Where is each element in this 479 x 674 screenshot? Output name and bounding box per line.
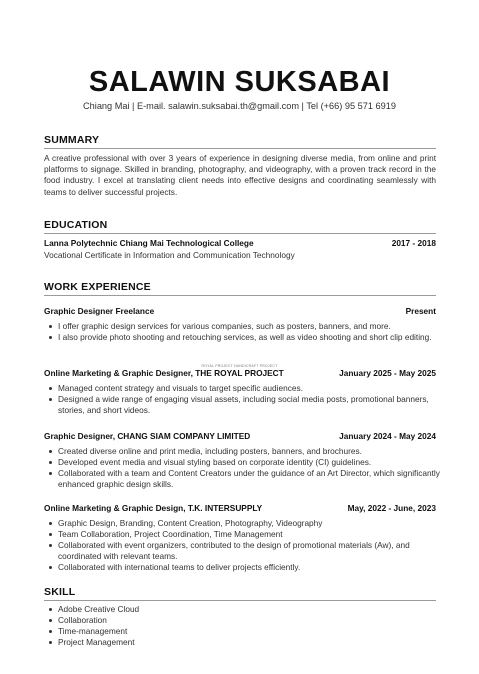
job-title: Graphic Designer, CHANG SIAM COMPANY LIMITED — [44, 431, 251, 441]
job-bullets — [44, 383, 450, 416]
list-item: Graphic Design, Branding, Content Creation, Photography, Videography — [58, 518, 450, 529]
work-heading: WORK EXPERIENCE — [44, 281, 151, 293]
skill-list — [44, 604, 450, 648]
list-item: Designed a wide range of engaging visual assets, including social media posts, promotional banners, stories, and short videos. — [58, 394, 450, 416]
list-item: Collaborated with a team and Content Creators under the guidance of an Art Director, which significantly enhanced graphic design skills. — [58, 468, 450, 490]
degree: Vocational Certificate in Information and Communication Technology — [44, 250, 295, 260]
list-item: I offer graphic design services for various companies, such as posters, banners, and more. — [58, 321, 450, 332]
skill-divider — [44, 600, 436, 601]
list-item: Collaborated with international teams to deliver projects efficiently. — [58, 562, 450, 573]
list-item: Managed content strategy and visuals to target specific audiences. — [58, 383, 450, 394]
job-title: Online Marketing & Graphic Designer, THE ROYAL PROJECT — [44, 368, 284, 378]
education-row — [44, 238, 436, 250]
job-period: May, 2022 - June, 2023 — [347, 503, 436, 513]
list-item: Adobe Creative Cloud — [58, 604, 450, 615]
job-row — [44, 503, 436, 515]
list-item: Project Management — [58, 637, 450, 648]
job-title: Graphic Designer Freelance — [44, 306, 155, 316]
job-row — [44, 368, 436, 380]
list-item: Developed event media and visual styling based on corporate identity (CI) guidelines. — [58, 457, 450, 468]
list-item: Collaboration — [58, 615, 450, 626]
job-row — [44, 431, 436, 443]
summary-text: A creative professional with over 3 years of experience in designing diverse media, from online and print platforms to signage. Skilled in branding, photography, and videography, with a proven track record in the food industry. I excel at translating client needs into effective designs and coordinating seamlessly with teams to deliver successful projects. — [44, 153, 436, 197]
education-heading: EDUCATION — [44, 219, 108, 231]
school-name: Lanna Polytechnic Chiang Mai Technological College — [44, 238, 254, 248]
job-period: Present — [405, 306, 436, 316]
job-period: January 2024 - May 2024 — [339, 431, 436, 441]
candidate-name: SALAWIN SUKSABAI — [88, 66, 391, 98]
job-bullets — [44, 446, 450, 490]
education-divider — [44, 233, 436, 234]
skill-heading: SKILL — [44, 586, 76, 598]
list-item: Time-management — [58, 626, 450, 637]
job-bullets — [44, 518, 450, 573]
summary-heading: SUMMARY — [44, 134, 100, 146]
summary-divider — [44, 148, 436, 149]
list-item: I also provide photo shooting and retouching services, as well as video shooting and short clip editing. — [58, 332, 450, 343]
job-row — [44, 306, 436, 318]
work-divider — [44, 295, 436, 296]
job-bullets — [44, 321, 450, 343]
list-item: Collaborated with event organizers, contributed to the design of promotional materials (Aw), and coordinated with relevant teams. — [58, 540, 450, 562]
education-years: 2017 - 2018 — [391, 238, 436, 248]
job-title: Online Marketing & Graphic Design, T.K. INTERSUPPLY — [44, 503, 263, 513]
tiny-caption: ROYAL PROJECT HANDICRAFT PROJECT — [201, 364, 278, 368]
contact-line: Chiang Mai | E-mail. salawin.suksabai.th@gmail.com | Tel (+66) 95 571 6919 — [83, 101, 396, 111]
job-period: January 2025 - May 2025 — [339, 368, 436, 378]
list-item: Team Collaboration, Project Coordination, Time Management — [58, 529, 450, 540]
list-item: Created diverse online and print media, including posters, banners, and brochures. — [58, 446, 450, 457]
